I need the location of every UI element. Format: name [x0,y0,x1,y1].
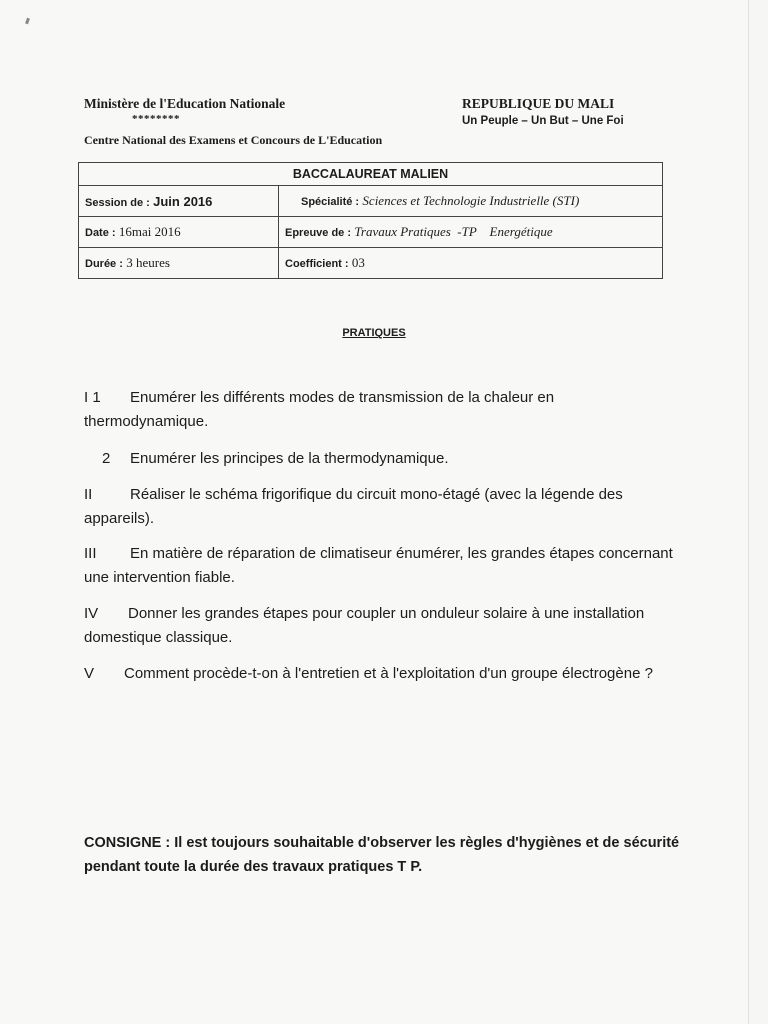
question-4 [84,542,674,590]
question-text: Enumérer les différents modes de transmission de la chaleur en thermodynamique. [84,389,555,430]
question-3 [84,483,674,531]
question-6 [84,662,674,686]
header-left [84,96,382,148]
session-cell [79,186,279,217]
ministry-name: Ministère de l'Education Nationale [84,96,286,111]
specialite-cell [279,186,663,217]
coefficient-cell [279,248,663,279]
epreuve-label: Epreuve de : [285,227,352,239]
exam-info-table [78,162,663,279]
question-text: Comment procède-t-on à l'entretien et à l'exploitation d'un groupe électrogène ? [124,665,653,682]
coefficient-value: 03 [351,255,365,270]
duree-value: 3 heures [126,255,170,270]
specialite-value: Sciences et Technologie Industrielle (STI) [362,193,580,208]
national-motto: Un Peuple – Un But – Une Foi [462,115,624,127]
question-1 [84,386,674,434]
date-value: 16mai 2016 [118,224,181,239]
section-title: PRATIQUES [342,327,406,339]
consigne-note: CONSIGNE : Il est toujours souhaitable d'observer les règles d'hygiènes et de sécurité pendant toute la durée des travaux pratiques T P. [84,835,680,875]
question-number: 2 [102,450,111,467]
exam-title: BACCALAUREAT MALIEN [79,163,663,186]
duree-cell [79,248,279,279]
question-number: IV [84,605,99,622]
epreuve-value: Travaux Pratiques -TP Energétique [354,224,553,239]
republic-name: REPUBLIQUE DU MALI [462,96,615,111]
question-number: II [84,486,93,503]
epreuve-cell [279,217,663,248]
question-number: III [84,545,97,562]
question-text: En matière de réparation de climatiseur énumérer, les grandes étapes concernant une intervention fiable. [84,545,673,586]
stars-divider: ******** [132,113,180,125]
question-text: Donner les grandes étapes pour coupler un onduleur solaire à une installation domestique classique. [84,605,645,646]
scan-mark [25,18,30,25]
date-cell [79,217,279,248]
header-right [462,96,624,127]
coefficient-label: Coefficient : [285,258,349,270]
question-text: Enumérer les principes de la thermodynamique. [130,450,449,467]
question-5 [84,602,674,650]
question-text: Réaliser le schéma frigorifique du circuit mono-étagé (avec la légende des appareils). [84,486,623,527]
specialite-label: Spécialité : [301,196,360,208]
session-label: Session de : [85,196,150,209]
question-number: I 1 [84,389,101,406]
date-label: Date : [85,227,116,239]
centre-name: Centre National des Examens et Concours de L'Education [84,133,383,147]
session-value: Juin 2016 [153,193,213,209]
question-number: V [84,665,95,682]
duree-label: Durée : [85,258,123,270]
question-2 [102,447,692,471]
